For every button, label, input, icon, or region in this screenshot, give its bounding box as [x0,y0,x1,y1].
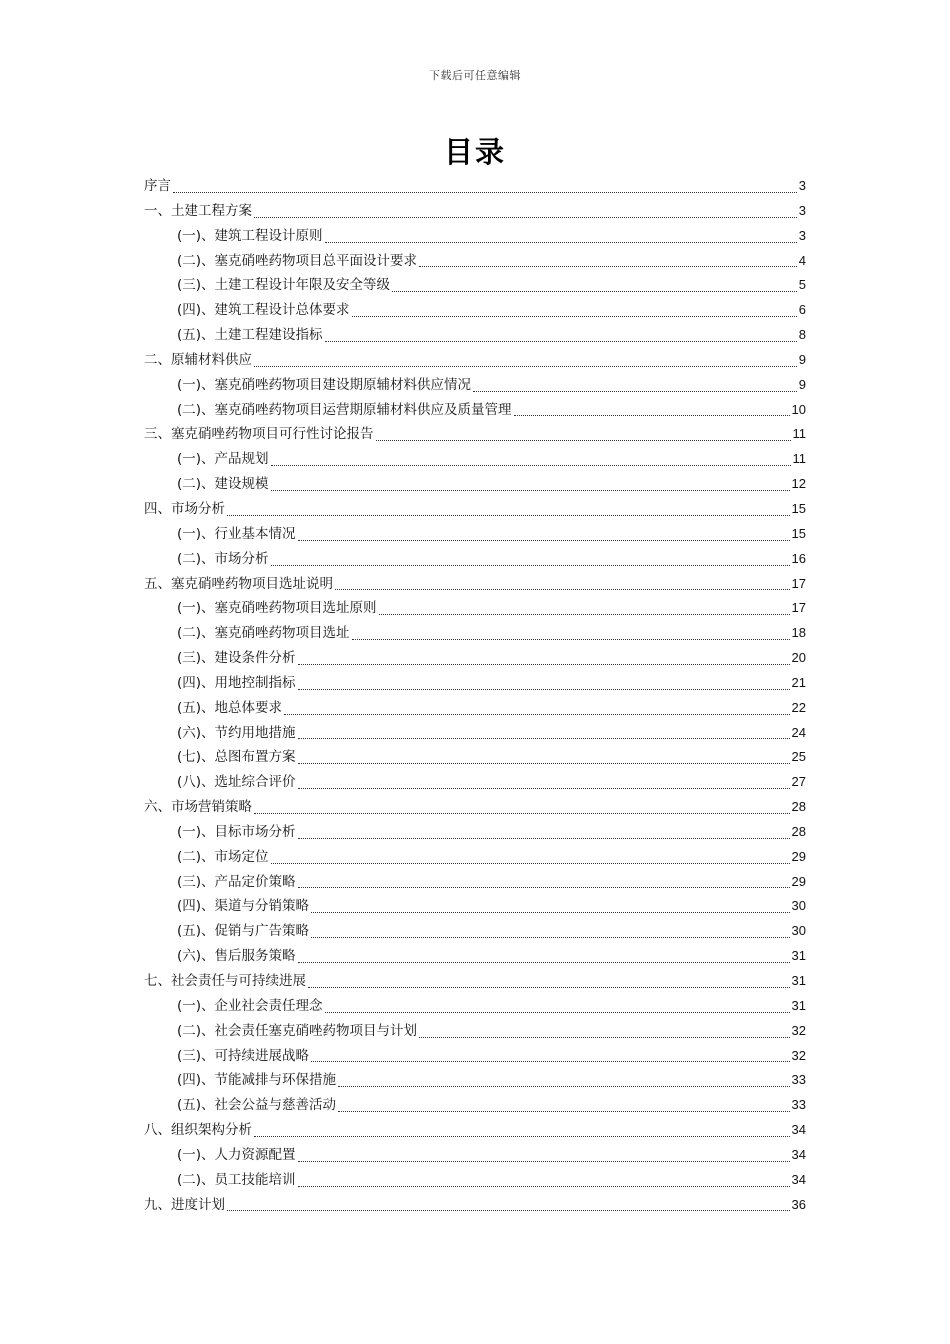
table-of-contents [144,174,806,1217]
toc-page-number: 12 [791,476,806,492]
toc-page-number: 32 [791,1047,806,1063]
toc-dot-leader [254,1121,790,1137]
toc-dot-leader [311,922,789,938]
toc-chapter-entry[interactable] [144,969,806,994]
toc-section-entry[interactable] [144,845,806,870]
toc-dot-leader [308,972,790,988]
toc-section-entry[interactable] [144,596,806,621]
toc-entry-title: (四)、渠道与分销策略 [177,898,310,915]
toc-page-number: 21 [791,674,806,690]
toc-page-number: 6 [798,302,806,318]
toc-entry-title: (七)、总图布置方案 [177,749,296,766]
toc-dot-leader [311,897,789,913]
toc-title: 目录 [443,135,506,169]
toc-page-number: 33 [791,1097,806,1113]
toc-dot-leader [271,550,790,566]
toc-page-number: 34 [791,1122,806,1138]
toc-dot-leader [271,450,791,466]
toc-entry-title: 一、土建工程方案 [144,202,252,219]
toc-dot-leader [271,475,790,491]
toc-dot-leader [284,699,789,715]
toc-section-entry[interactable] [144,1019,806,1044]
toc-entry-title: 六、市场营销策略 [144,799,252,816]
toc-entry-title: (一)、建筑工程设计原则 [177,227,323,244]
toc-page-number: 3 [798,202,806,218]
toc-entry-title: (六)、节约用地措施 [177,724,296,741]
toc-dot-leader [298,674,790,690]
toc-dot-leader [379,599,790,615]
toc-section-entry[interactable] [144,1044,806,1069]
toc-dot-leader [271,848,790,864]
toc-page-number: 24 [791,724,806,740]
toc-page-number: 9 [798,351,806,367]
toc-entry-title: 五、塞克硝唑药物项目选址说明 [144,575,333,592]
toc-entry-title: (五)、地总体要求 [177,699,283,716]
toc-section-entry[interactable] [144,447,806,472]
toc-section-entry[interactable] [144,249,806,274]
toc-dot-leader [392,276,797,292]
toc-section-entry[interactable] [144,398,806,423]
toc-dot-leader [227,500,790,516]
toc-page-number: 17 [791,575,806,591]
toc-entry-title: 序言 [144,178,171,194]
toc-dot-leader [298,1171,790,1187]
toc-section-entry[interactable] [144,298,806,323]
toc-entry-title: (三)、可持续进展战略 [177,1047,310,1064]
toc-section-entry[interactable] [144,621,806,646]
toc-entry-title: (二)、建设规模 [177,476,269,493]
toc-dot-leader [173,177,797,193]
toc-section-entry[interactable] [144,745,806,770]
toc-dot-leader [325,997,790,1013]
toc-dot-leader [254,351,797,367]
toc-page-number: 22 [791,699,806,715]
toc-page-number: 28 [791,823,806,839]
toc-chapter-entry[interactable] [144,572,806,597]
toc-entry-title: (二)、塞克硝唑药物项目选址 [177,625,350,642]
toc-dot-leader [338,1096,789,1112]
toc-dot-leader [298,525,790,541]
toc-section-entry[interactable] [144,721,806,746]
toc-dot-leader [227,1195,790,1211]
toc-page-number: 34 [791,1146,806,1162]
toc-page-number: 10 [791,401,806,417]
toc-page-number: 31 [791,973,806,988]
toc-section-entry[interactable] [144,273,806,298]
toc-page-number: 33 [791,1072,806,1088]
toc-entry-title: (五)、土建工程建设指标 [177,327,323,344]
toc-page-number: 36 [791,1196,806,1212]
toc-entry-title: (八)、选址综合评价 [177,774,296,791]
toc-section-entry[interactable] [144,472,806,497]
toc-entry-title: (一)、目标市场分析 [177,823,296,840]
toc-page-number: 20 [791,650,806,666]
toc-section-entry[interactable] [144,770,806,795]
toc-section-entry[interactable] [144,1093,806,1118]
toc-dot-leader [298,649,790,665]
toc-dot-leader [376,425,791,441]
toc-page-number: 34 [791,1171,806,1187]
toc-page-number: 30 [791,898,806,914]
toc-entry-title: (四)、建筑工程设计总体要求 [177,302,350,319]
toc-dot-leader [298,1146,790,1162]
toc-dot-leader [298,748,790,764]
toc-page-number: 31 [791,997,806,1013]
toc-chapter-entry[interactable] [144,174,806,199]
toc-entry-title: (五)、社会公益与慈善活动 [177,1097,337,1114]
toc-entry-title: (一)、塞克硝唑药物项目建设期原辅材料供应情况 [177,376,472,393]
toc-entry-title: 七、社会责任与可持续进展 [144,973,306,989]
toc-page-number: 11 [792,426,806,442]
toc-entry-title: (六)、售后服务策略 [177,948,296,965]
toc-entry-title: (二)、社会责任塞克硝唑药物项目与计划 [177,1022,418,1039]
toc-section-entry[interactable] [144,671,806,696]
toc-entry-title: (一)、企业社会责任理念 [177,997,323,1014]
toc-entry-title: (四)、节能减排与环保措施 [177,1072,337,1089]
toc-entry-title: 三、塞克硝唑药物项目可行性讨论报告 [144,426,374,443]
toc-section-entry[interactable] [144,547,806,572]
toc-page-number: 16 [791,550,806,566]
toc-section-entry[interactable] [144,1168,806,1193]
toc-page-number: 8 [798,327,806,343]
toc-dot-leader [338,1071,789,1087]
toc-dot-leader [352,301,797,317]
toc-dot-leader [514,400,790,416]
toc-section-entry[interactable] [144,944,806,969]
toc-entry-title: (五)、促销与广告策略 [177,923,310,940]
toc-page-number: 29 [791,873,806,889]
toc-dot-leader [298,823,790,839]
toc-entry-title: (一)、人力资源配置 [177,1146,296,1163]
toc-section-entry[interactable] [144,696,806,721]
toc-chapter-entry[interactable] [144,1193,806,1218]
toc-dot-leader [298,872,790,888]
toc-entry-title: (一)、产品规划 [177,451,269,468]
toc-dot-leader [311,1046,789,1062]
toc-entry-title: (三)、土建工程设计年限及安全等级 [177,277,391,294]
toc-section-entry[interactable] [144,894,806,919]
toc-dot-leader [298,773,790,789]
toc-chapter-entry[interactable] [144,1118,806,1143]
toc-entry-title: (三)、建设条件分析 [177,650,296,667]
toc-dot-leader [473,376,797,392]
toc-dot-leader [352,624,790,640]
toc-entry-title: 二、原辅材料供应 [144,351,252,368]
toc-section-entry[interactable] [144,522,806,547]
toc-entry-title: (一)、行业基本情况 [177,525,296,542]
toc-entry-title: (二)、塞克硝唑药物项目总平面设计要求 [177,252,418,269]
toc-section-entry[interactable] [144,646,806,671]
toc-entry-title: (四)、用地控制指标 [177,674,296,691]
toc-page-number: 32 [791,1022,806,1038]
toc-page-number: 29 [791,848,806,864]
toc-entry-title: 九、进度计划 [144,1196,225,1213]
toc-page-number: 27 [791,774,806,790]
toc-page-number: 11 [792,451,806,467]
toc-page-number: 5 [798,277,806,293]
toc-section-entry[interactable] [144,820,806,845]
toc-section-entry[interactable] [144,919,806,944]
toc-page-number: 30 [791,923,806,939]
toc-dot-leader [325,326,797,342]
toc-entry-title: 四、市场分析 [144,500,225,517]
toc-chapter-entry[interactable] [144,497,806,522]
toc-chapter-entry[interactable] [144,348,806,373]
toc-page-number: 15 [791,525,806,541]
toc-page-number: 3 [798,178,806,193]
toc-page-number: 4 [798,252,806,268]
toc-dot-leader [298,947,790,963]
toc-section-entry[interactable] [144,224,806,249]
toc-dot-leader [335,574,790,590]
toc-page-number: 28 [791,799,806,815]
toc-dot-leader [419,1022,789,1038]
toc-entry-title: (二)、塞克硝唑药物项目运营期原辅材料供应及质量管理 [177,401,512,418]
toc-page-number: 18 [791,625,806,641]
toc-page-number: 9 [798,376,806,392]
toc-section-entry[interactable] [144,373,806,398]
toc-chapter-entry[interactable] [144,795,806,820]
toc-page-number: 3 [798,227,806,243]
toc-chapter-entry[interactable] [144,199,806,224]
toc-chapter-entry[interactable] [144,422,806,447]
toc-entry-title: (一)、塞克硝唑药物项目选址原则 [177,600,377,617]
toc-entry-title: 八、组织架构分析 [144,1122,252,1139]
toc-entry-title: (二)、市场分析 [177,550,269,567]
toc-section-entry[interactable] [144,870,806,895]
toc-dot-leader [325,227,797,243]
toc-dot-leader [254,798,790,814]
toc-page-number: 31 [791,948,806,964]
toc-dot-leader [298,723,790,739]
toc-section-entry[interactable] [144,1068,806,1093]
toc-entry-title: (二)、员工技能培训 [177,1171,296,1188]
toc-page-number: 25 [791,749,806,765]
toc-dot-leader [254,202,797,218]
toc-entry-title: (三)、产品定价策略 [177,873,296,890]
toc-page-number: 17 [791,600,806,616]
header-note: 下载后可任意编辑 [429,69,521,82]
toc-section-entry[interactable] [144,323,806,348]
toc-entry-title: (二)、市场定位 [177,848,269,865]
toc-page-number: 15 [791,500,806,516]
toc-dot-leader [419,251,797,267]
toc-section-entry[interactable] [144,1143,806,1168]
toc-section-entry[interactable] [144,994,806,1019]
